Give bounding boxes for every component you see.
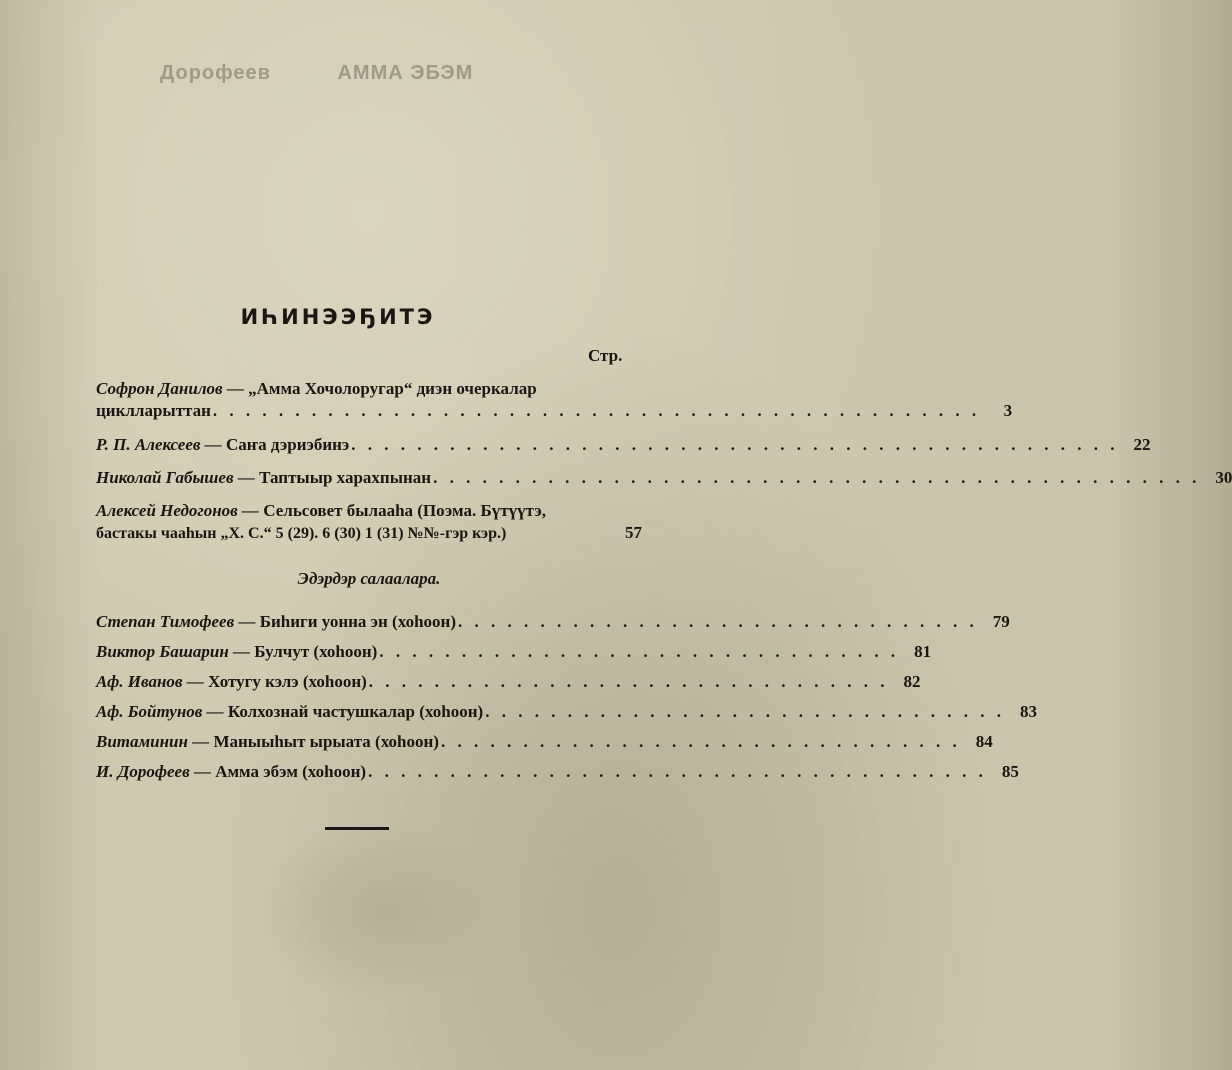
toc-title: Колхознай частушкалар (хоһоон): [227, 702, 484, 721]
toc-leader: . . . . . . . . . . . . . . . . . . . . . . . . . . . . . . . .: [379, 642, 900, 661]
toc-entry: [96, 731, 993, 753]
toc-title: „Амма Хочолоругар“ диэн очеркалар: [248, 379, 537, 398]
toc-title-continued: бастакы чааһын „Х. С.“ 5 (29). 6 (30) 1 (31) №№-гэр кэр.): [96, 525, 507, 542]
toc-page-number: 3: [1003, 401, 1013, 420]
toc-entry: [96, 611, 1010, 633]
toc-author: Николай Габышев —: [96, 468, 255, 487]
toc-author: Р. П. Алексеев —: [96, 435, 222, 454]
toc-author: Алексей Недогонов —: [96, 501, 259, 520]
toc-page-number: 81: [914, 642, 932, 661]
toc-page-number: 82: [903, 672, 921, 691]
toc-leader: . . . . . . . . . . . . . . . . . . . . . . . . . . . . . . . .: [368, 672, 889, 691]
toc-author: Виктор Башарин —: [96, 642, 251, 661]
toc-entry: [96, 434, 1151, 456]
toc-title: Биһиги уонна эн (хоһоон): [259, 612, 456, 631]
toc-entry: [96, 500, 642, 545]
toc-title: Маныыһыт ырыата (хоһоон): [213, 732, 439, 751]
toc-author: И. Дорофеев —: [96, 762, 211, 781]
toc-page-number: 30: [1215, 468, 1232, 487]
toc-page-number: 57: [625, 523, 642, 542]
toc-leader: . . . . . . . . . . . . . . . . . . . . . . . . . . . . . . . . . . . . . . . . . . . . . . .: [351, 435, 1119, 454]
toc-entry: [96, 641, 932, 663]
toc-leader: . . . . . . . . . . . . . . . . . . . . . . . . . . . . . . . .: [457, 612, 978, 631]
toc-page-number: 83: [1019, 702, 1037, 721]
toc-title: Саҥа дэриэбинэ: [226, 435, 350, 454]
toc-author: Аф. Бойтунов —: [96, 702, 224, 721]
toc-entry: [96, 467, 1232, 489]
page-title: ИҺИНЭЭҔИТЭ: [240, 305, 436, 329]
toc-leader: . . . . . . . . . . . . . . . . . . . . . . . . . . . . . . . . . . . . . . . . . . . . . . .: [433, 468, 1201, 487]
bleed-through-author: Дорофеев: [160, 62, 271, 84]
toc-title: Сельсовет былааһа (Поэма. Бүтүүтэ,: [263, 501, 546, 520]
toc-author: Витаминин —: [96, 732, 210, 751]
toc-author: Софрон Данилов —: [96, 379, 244, 398]
toc-title: Хотугу кэлэ (хоһоон): [208, 672, 367, 691]
toc-leader: . . . . . . . . . . . . . . . . . . . . . . . . . . . . . . . . . . . . . .: [368, 762, 987, 781]
bleed-through-title: АММА ЭБЭМ: [337, 62, 474, 84]
toc-entry: [96, 378, 1013, 422]
divider-rule: [325, 827, 389, 830]
toc-author: Степан Тимофеев —: [96, 612, 256, 631]
toc-entry: [96, 761, 1019, 783]
paper-stain: [250, 820, 510, 1000]
toc-title: Амма эбэм (хоһоон): [215, 762, 367, 781]
page-column-label: Стр.: [588, 346, 623, 365]
toc-leader: . . . . . . . . . . . . . . . . . . . . . . . . . . . . . . . .: [440, 732, 961, 751]
toc-page-number: 22: [1133, 435, 1151, 454]
table-of-contents: [96, 378, 1232, 783]
toc-title-continued: циклларыттан: [96, 401, 211, 420]
toc-entry: [96, 671, 921, 693]
section-title: Эдэрдэр салаалара.: [297, 569, 441, 588]
toc-entry: [96, 701, 1037, 723]
toc-page-number: 79: [992, 612, 1010, 631]
toc-leader: . . . . . . . . . . . . . . . . . . . . . . . . . . . . . . . . . . . . . . . . . . . . . . .: [212, 401, 981, 420]
toc-leader: . . . . . . . . . . . . . . . . . . . . . . . . . . . . . . . .: [485, 702, 1005, 721]
bleed-through-text: [160, 62, 473, 85]
toc-title: Таптыыр харахпынан: [259, 468, 432, 487]
toc-title: Булчут (хоһоон): [254, 642, 378, 661]
toc-page-number: 85: [1001, 762, 1019, 781]
toc-author: Аф. Иванов —: [96, 672, 204, 691]
toc-page-number: 84: [975, 732, 993, 751]
